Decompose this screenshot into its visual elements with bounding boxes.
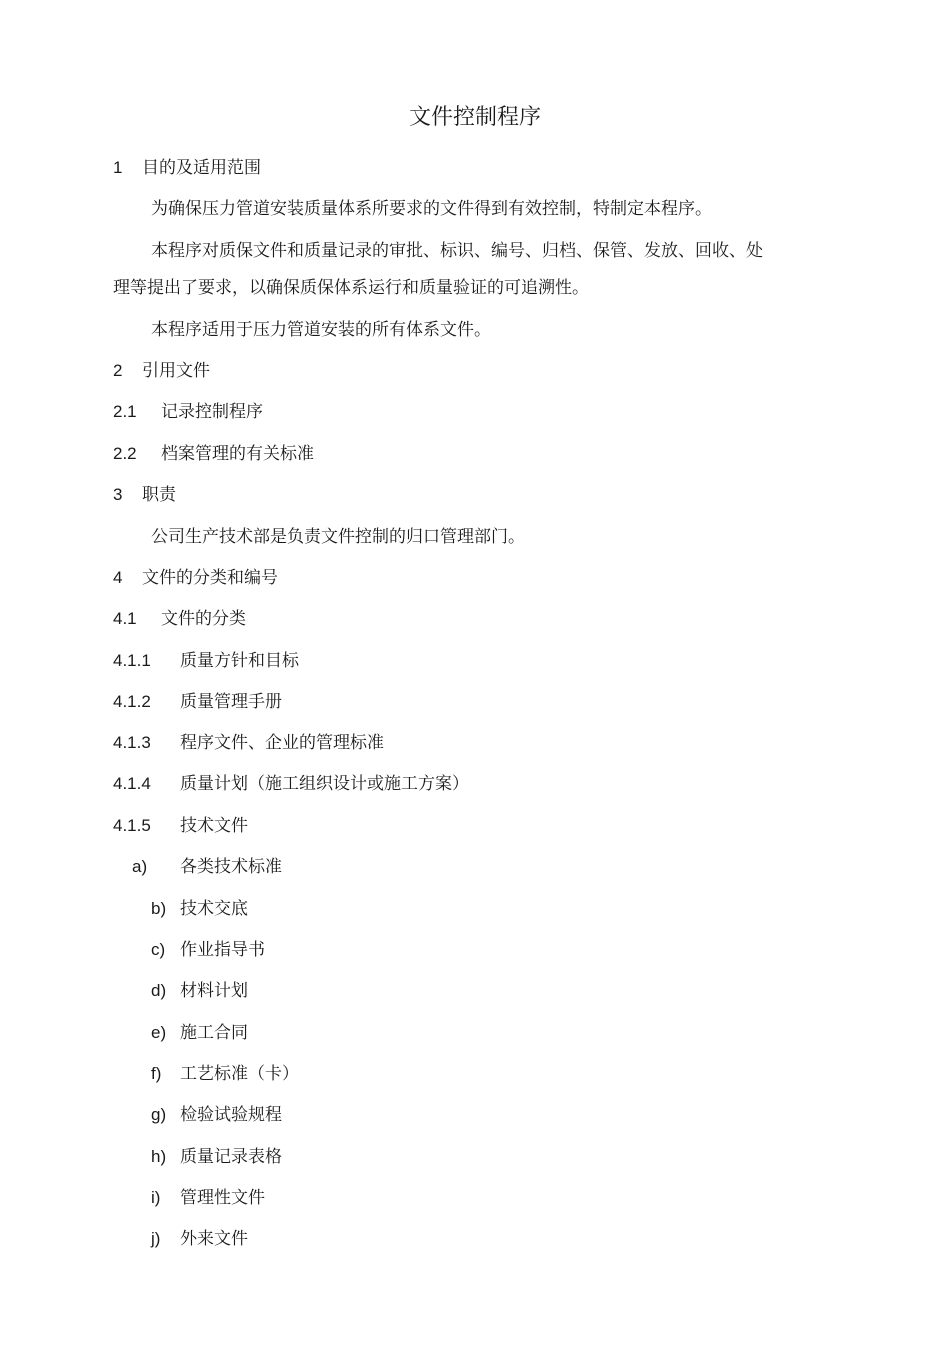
list-item-label: i) <box>151 1188 161 1207</box>
subsection-text: 技术文件 <box>180 816 248 836</box>
list-item-text: 管理性文件 <box>180 1188 265 1208</box>
list-item-text: 各类技术标准 <box>180 857 282 877</box>
subsection-text: 文件的分类 <box>161 609 246 629</box>
list-item-label: c) <box>151 940 166 959</box>
subsection-number: 4.1.2 <box>113 692 151 711</box>
list-item-label: g) <box>151 1105 167 1124</box>
list-item-label: b) <box>151 899 167 918</box>
subsection-number: 2.2 <box>113 444 137 463</box>
document-title: 文件控制程序 <box>408 105 541 130</box>
list-item-label: e) <box>151 1023 167 1042</box>
list-item-text: 技术交底 <box>180 899 248 919</box>
section-heading: 文件的分类和编号 <box>142 568 278 588</box>
list-item-text: 作业指导书 <box>180 940 265 960</box>
paragraph: 本程序适用于压力管道安装的所有体系文件。 <box>151 320 491 340</box>
section-number: 1 <box>113 158 123 177</box>
subsection-number: 2.1 <box>113 402 137 421</box>
list-item-text: 检验试验规程 <box>180 1105 282 1125</box>
section-heading: 引用文件 <box>142 361 210 381</box>
subsection-number: 4.1.5 <box>113 816 151 835</box>
paragraph: 为确保压力管道安装质量体系所要求的文件得到有效控制，特制定本程序。 <box>151 199 712 219</box>
subsection-number: 4.1 <box>113 609 137 628</box>
subsection-text: 记录控制程序 <box>161 402 263 422</box>
list-item-text: 材料计划 <box>180 981 248 1001</box>
subsection-number: 4.1.1 <box>113 651 151 670</box>
subsection-number: 4.1.4 <box>113 774 151 793</box>
subsection-text: 质量计划（施工组织设计或施工方案） <box>180 774 469 794</box>
list-item-label: h) <box>151 1147 167 1166</box>
list-item-text: 施工合同 <box>180 1023 248 1043</box>
subsection-text: 程序文件、企业的管理标准 <box>180 733 384 753</box>
section-heading: 职责 <box>142 485 176 505</box>
paragraph: 公司生产技术部是负责文件控制的归口管理部门。 <box>151 527 525 547</box>
section-heading: 目的及适用范围 <box>142 158 261 178</box>
paragraph: 本程序对质保文件和质量记录的审批、标识、编号、归档、保管、发放、回收、处 <box>151 241 763 261</box>
list-item-text: 质量记录表格 <box>180 1147 282 1167</box>
section-number: 4 <box>113 568 123 587</box>
list-item-label: f) <box>151 1064 162 1083</box>
list-item-text: 外来文件 <box>180 1229 248 1249</box>
paragraph-continuation: 理等提出了要求，以确保质保体系运行和质量验证的可追溯性。 <box>113 278 589 298</box>
section-number: 3 <box>113 485 123 504</box>
subsection-number: 4.1.3 <box>113 733 151 752</box>
list-item-text: 工艺标准（卡） <box>180 1064 299 1084</box>
subsection-text: 质量管理手册 <box>180 692 282 712</box>
subsection-text: 档案管理的有关标准 <box>161 444 314 464</box>
list-item-label: j) <box>151 1229 161 1248</box>
list-item-label: a) <box>132 857 148 876</box>
subsection-text: 质量方针和目标 <box>180 651 299 671</box>
section-number: 2 <box>113 361 123 380</box>
list-item-label: d) <box>151 981 167 1000</box>
